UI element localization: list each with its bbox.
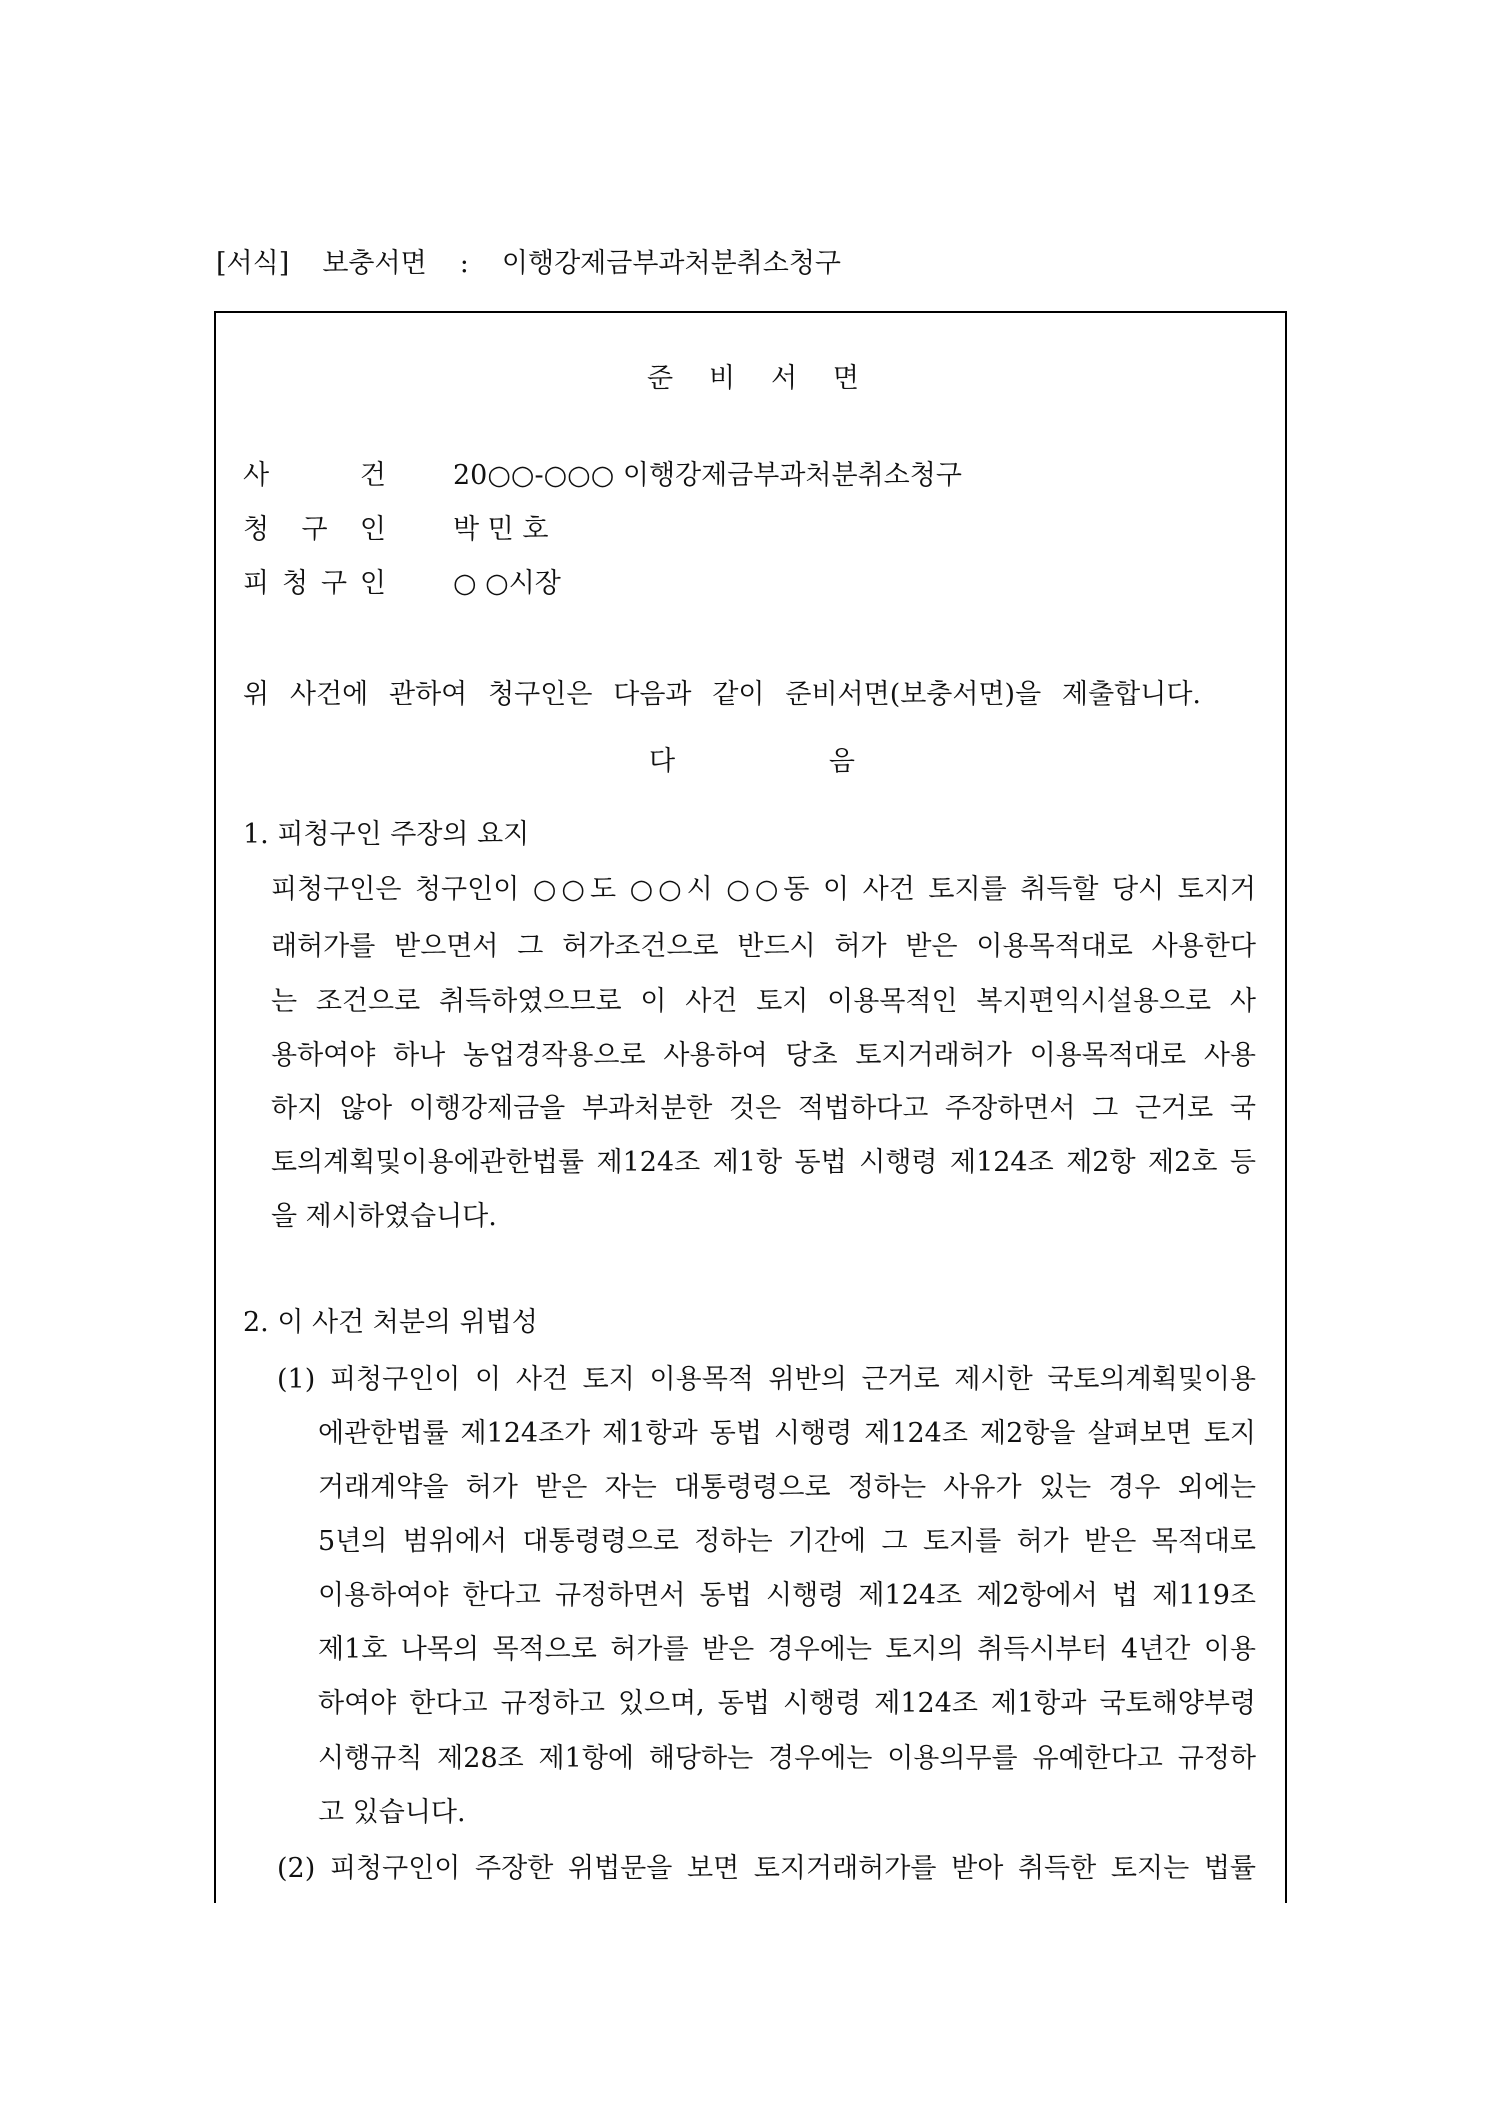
paragraph-line: 고 있습니다. — [318, 1797, 466, 1828]
respondent-label: 피 청 구 인 — [243, 568, 386, 599]
paragraph-line: 시행규칙 제28조 제1항에 해당하는 경우에는 이용의무를 유예한다고 규정하 — [318, 1743, 1256, 1774]
paragraph-line — [277, 1360, 1256, 1400]
paragraph-line: 하여야 한다고 규정하고 있으며, 동법 시행령 제124조 제1항과 국토해양부령 — [318, 1688, 1256, 1719]
case-value: 20○○-○○○ 이행강제금부과처분취소청구 — [453, 460, 962, 491]
paragraph-line: 래허가를 받으면서 그 허가조건으로 반드시 허가 받은 이용목적대로 사용한다 — [271, 931, 1256, 962]
case-label: 사 건 — [243, 460, 386, 491]
paragraph-line: 을 제시하였습니다. — [271, 1201, 497, 1232]
paragraph-line: 는 조건으로 취득하였으므로 이 사건 토지 이용목적인 복지편익시설용으로 사 — [271, 986, 1256, 1017]
intro-paragraph: 위 사건에 관하여 청구인은 다음과 같이 준비서면(보충서면)을 제출합니다. — [243, 679, 1201, 710]
paragraph-line: 에관한법률 제124조가 제1항과 동법 시행령 제124조 제2항을 살펴보면 토지 — [318, 1418, 1256, 1449]
paragraph-line: 제1호 나목의 목적으로 허가를 받은 경우에는 토지의 취득시부터 4년간 이용 — [318, 1634, 1256, 1665]
respondent-value: ○ ○시장 — [453, 568, 561, 599]
paragraph-line: 거래계약을 허가 받은 자는 대통령령으로 정하는 사유가 있는 경우 외에는 — [318, 1472, 1256, 1503]
item-marker: (2) — [277, 1853, 316, 1884]
paragraph-line: 이용하여야 한다고 규정하면서 동법 시행령 제124조 제2항에서 법 제119조 — [318, 1580, 1256, 1611]
section-2-heading: 2. 이 사건 처분의 위법성 — [243, 1307, 538, 1338]
subtitle-following: 다 음 — [649, 746, 855, 777]
item-line-text: 피청구인이 이 사건 토지 이용목적 위반의 근거로 제시한 국토의계획및이용 — [329, 1364, 1256, 1395]
claimant-value: 박 민 호 — [453, 514, 549, 545]
form-header-title: [서식] 보충서면 : 이행강제금부과처분취소청구 — [216, 248, 841, 279]
paragraph-line: 하지 않아 이행강제금을 부과처분한 것은 적법하다고 주장하면서 그 근거로 국 — [271, 1093, 1256, 1124]
paragraph-line: 토의계획및이용에관한법률 제124조 제1항 동법 시행령 제124조 제2항 제2호 등 — [271, 1147, 1256, 1178]
item-line-text: 피청구인이 주장한 위법문을 보면 토지거래허가를 받아 취득한 토지는 법률 — [329, 1853, 1256, 1884]
section-1-heading: 1. 피청구인 주장의 요지 — [243, 819, 530, 850]
paragraph-line: 용하여야 하나 농업경작용으로 사용하여 당초 토지거래허가 이용목적대로 사용 — [271, 1040, 1256, 1071]
item-marker: (1) — [277, 1364, 316, 1395]
document-title: 준 비 서 면 — [647, 363, 859, 394]
paragraph-line: 피청구인은 청구인이 ○○도 ○○시 ○○동 이 사건 토지를 취득할 당시 토지거 — [271, 874, 1256, 905]
paragraph-line: 5년의 범위에서 대통령령으로 정하는 기간에 그 토지를 허가 받은 목적대로 — [318, 1526, 1256, 1557]
claimant-label: 청 구 인 — [243, 514, 386, 545]
paragraph-line — [277, 1849, 1256, 1889]
